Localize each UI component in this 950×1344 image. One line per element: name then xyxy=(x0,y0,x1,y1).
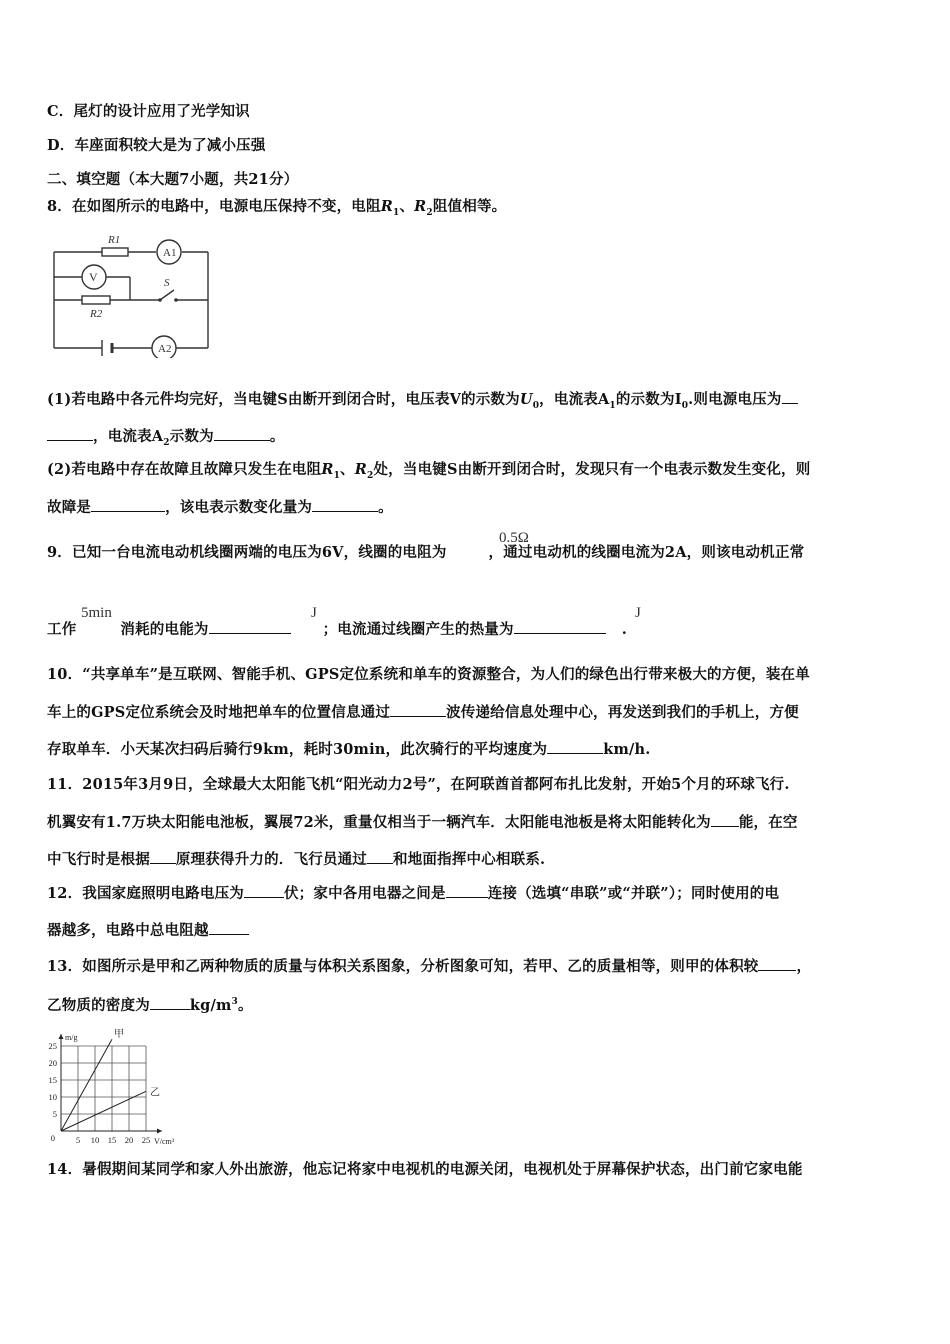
q8-stem: 8．在如图所示的电路中，电源电压保持不变，电阻$R_1$、$R_2$阻值相等。 xyxy=(47,198,507,218)
q13-line1 xyxy=(47,956,811,977)
q8-part2-b: 处，当电键S由断开到闭合时，发现只有一个电表示数发生变化，则 xyxy=(373,461,811,478)
q8-part2-line2 xyxy=(47,497,393,518)
y-axis-arrow xyxy=(59,1034,64,1039)
q8-part2-d: ，该电表示数变化量为 xyxy=(165,499,313,516)
q8-part2-c: 故障是 xyxy=(47,499,92,516)
option-d: D．车座面积较大是为了减小压强 xyxy=(47,137,266,154)
q8-r2: R xyxy=(414,198,427,215)
q9-unit-joule-2: J xyxy=(635,605,641,621)
q8-part2-r2: R xyxy=(354,461,368,478)
q8-part1-e: ，电流表A xyxy=(93,428,164,445)
q13-line2-d: 。 xyxy=(238,996,253,1014)
x-axis-arrow xyxy=(157,1129,162,1134)
q8-part1-a: (1)若电路中各元件均完好，当电键S由断开到闭合时，电压表V的示数为 xyxy=(47,391,520,408)
q8-part1-g: 。 xyxy=(269,428,285,445)
q10-line3-b: km/h. xyxy=(603,741,651,758)
q10-line1: 10．“共享单车”是互联网、智能手机、GPS定位系统和单车的资源整合，为人们的绿色出行带来极大的方便，装在单 xyxy=(47,666,810,683)
answer-blank[interactable] xyxy=(209,619,291,634)
q8-sep: 、 xyxy=(399,198,415,215)
q12-line2-text: 器越多，电路中总电阻越 xyxy=(47,922,209,939)
q9-line1 xyxy=(47,543,804,563)
q11-line2 xyxy=(47,812,798,833)
answer-blank[interactable] xyxy=(91,497,165,512)
q9-line2-b: 消耗的电能为 xyxy=(120,621,209,638)
answer-blank[interactable] xyxy=(244,883,284,898)
q8-part1-line1: (1)若电路中各元件均完好，当电键S由断开到闭合时，电压表V的示数为$U_0$，电流表$A_1$的示数为$I_0$.则电源电压为 xyxy=(47,389,798,416)
q10-line2-b: 波传递给信息处理中心，再发送到我们的手机上，方便 xyxy=(446,704,799,721)
q13-line2 xyxy=(47,992,253,1016)
x-tick-label: 15 xyxy=(107,1135,117,1145)
answer-blank[interactable] xyxy=(547,739,603,754)
q13-line1-b: ， xyxy=(796,958,812,975)
q12-line1-b: 伏；家中各用电器之间是 xyxy=(283,885,446,902)
y-tick-label: 5 xyxy=(52,1109,57,1119)
q12-line1-c: 连接（选填“串联”或“并联”）；同时使用的电 xyxy=(487,885,780,902)
q9-line2 xyxy=(47,619,627,640)
q13-superscript: 3 xyxy=(231,997,238,1007)
answer-blank[interactable] xyxy=(312,497,378,512)
q9-line1-a: 9．已知一台电流电动机线圈两端的电压为6V，线圈的电阻为 xyxy=(47,544,447,561)
y-tick-label: 10 xyxy=(48,1092,57,1102)
origin-label: 0 xyxy=(50,1133,55,1143)
q9-line2-d: . xyxy=(621,621,627,638)
q13-line2-a: 乙物质的密度为 xyxy=(47,996,150,1014)
answer-blank[interactable] xyxy=(150,849,176,864)
switch-contact xyxy=(174,298,178,302)
answer-blank[interactable] xyxy=(367,849,393,864)
answer-blank[interactable] xyxy=(390,702,446,717)
switch-contact xyxy=(158,298,162,302)
x-tick-label: 20 xyxy=(124,1135,134,1145)
mass-volume-chart xyxy=(44,1024,204,1146)
option-c: C．尾灯的设计应用了光学知识 xyxy=(47,103,250,120)
q13-line1-a: 13．如图所示是甲和乙两种物质的质量与体积关系图象，分析图象可知，若甲、乙的质量相等，则甲的体积较 xyxy=(47,958,759,975)
q9-unit-joule-1: J xyxy=(311,605,317,621)
q8-stem-a: 在如图所示的电路中，电源电压保持不变，电阻 xyxy=(72,198,381,215)
q11-line2-a: 机翼安有1.7万块太阳能电池板，翼展72米，重量仅相当于一辆汽车．太阳能电池板是将太阳能转化为 xyxy=(47,814,711,831)
q11-line3-a: 中飞行时是根据 xyxy=(47,851,150,868)
q11-line3-c: 和地面指挥中心相联系. xyxy=(393,851,546,868)
q8-part2-sep: 、 xyxy=(340,461,355,478)
q13-line2-b: kg/m xyxy=(189,996,232,1014)
q9-line2-c: ；电流通过线圈产生的热量为 xyxy=(322,621,514,638)
r2-label: R2 xyxy=(90,308,103,320)
q14-line1: 14．暑假期间某同学和家人外出旅游，他忘记将家中电视机的电源关闭，电视机处于屏幕保护状态，出门前它家电能 xyxy=(47,1161,803,1178)
q9-line2-a: 工作 xyxy=(47,621,77,638)
y-axis-label: m/g xyxy=(65,1033,78,1042)
q8-number: 8． xyxy=(47,198,72,215)
q9-time-value: 5min xyxy=(81,605,112,621)
q8-part2-e: 。 xyxy=(378,499,393,516)
r1-resistor xyxy=(102,248,128,256)
q11-line2-b: 能，在空 xyxy=(738,814,798,831)
q10-line3-a: 存取单车．小天某次扫码后骑行9km，耗时30min，此次骑行的平均速度为 xyxy=(47,741,548,758)
answer-blank[interactable] xyxy=(758,956,796,971)
q12-line2 xyxy=(47,920,249,941)
x-axis-label: V/cm³ xyxy=(154,1137,175,1146)
answer-blank[interactable] xyxy=(214,426,270,441)
series-label: 乙 xyxy=(150,1087,160,1099)
a1-label: A1 xyxy=(163,247,177,259)
a2-label: A2 xyxy=(158,343,172,355)
q8-part1-c: 的示数为I xyxy=(615,391,682,408)
q8-part2-r1: R xyxy=(321,461,334,478)
q8-u0: U xyxy=(519,391,533,408)
q11-line3-b: 原理获得升力的．飞行员通过 xyxy=(175,851,368,868)
switch-blade xyxy=(160,290,174,300)
x-tick-label: 10 xyxy=(90,1135,100,1145)
q8-part2-a: (2)若电路中存在故障且故障只发生在电阻 xyxy=(47,461,322,478)
s-label: S xyxy=(164,277,170,289)
q8-part1-f: 示数为 xyxy=(169,428,214,445)
q8-r1: R xyxy=(380,198,393,215)
q8-part1-d: .则电源电压为 xyxy=(688,391,782,408)
answer-blank[interactable] xyxy=(209,920,249,935)
q9-resistance-value: 0.5Ω xyxy=(499,530,529,546)
r2-resistor xyxy=(82,296,110,304)
x-tick-label: 25 xyxy=(141,1135,151,1145)
answer-blank[interactable] xyxy=(446,883,488,898)
q12-line1-a: 12．我国家庭照明电路电压为 xyxy=(47,885,244,902)
answer-blank[interactable] xyxy=(711,812,739,827)
section-heading: 二、填空题（本大题7小题，共21分） xyxy=(47,171,299,188)
series-label: 甲 xyxy=(114,1029,124,1041)
q10-line3 xyxy=(47,739,651,760)
v-label: V xyxy=(89,270,98,284)
q9-line1-b: ，通过电动机的线圈电流为2A，则该电动机正常 xyxy=(488,544,805,561)
q8-part1-line2: ，电流表$A_2$示数为 。 xyxy=(47,426,285,453)
series-line-jia xyxy=(61,1039,112,1131)
y-tick-label: 15 xyxy=(48,1075,57,1085)
q12-line1 xyxy=(47,883,779,904)
answer-blank[interactable] xyxy=(47,426,93,441)
circuit-diagram xyxy=(48,228,218,358)
q10-line2 xyxy=(47,702,799,723)
q11-line1: 11．2015年3月9日，全球最大太阳能飞机“阳光动力2号”，在阿联酋首都阿布扎比发射，开始5个月的环球飞行. xyxy=(47,776,790,793)
answer-blank[interactable] xyxy=(150,995,190,1010)
answer-blank[interactable] xyxy=(782,389,798,404)
x-tick-label: 5 xyxy=(75,1135,81,1145)
answer-blank[interactable] xyxy=(514,619,606,634)
q8-part1-b: ，电流表A xyxy=(539,391,610,408)
q11-line3 xyxy=(47,849,545,870)
q8-part2-line1: (2)若电路中存在故障且故障只发生在电阻$R_1$、$R_2$处，当电键S由断开到闭合时，发现只有一个电表示数发生变化，则 xyxy=(47,461,811,481)
y-tick-label: 25 xyxy=(48,1041,57,1051)
q10-line2-a: 车上的GPS定位系统会及时地把单车的位置信息通过 xyxy=(47,704,391,721)
r1-label: R1 xyxy=(108,234,121,246)
q8-stem-b: 阻值相等。 xyxy=(432,198,507,215)
y-tick-label: 20 xyxy=(48,1058,57,1068)
